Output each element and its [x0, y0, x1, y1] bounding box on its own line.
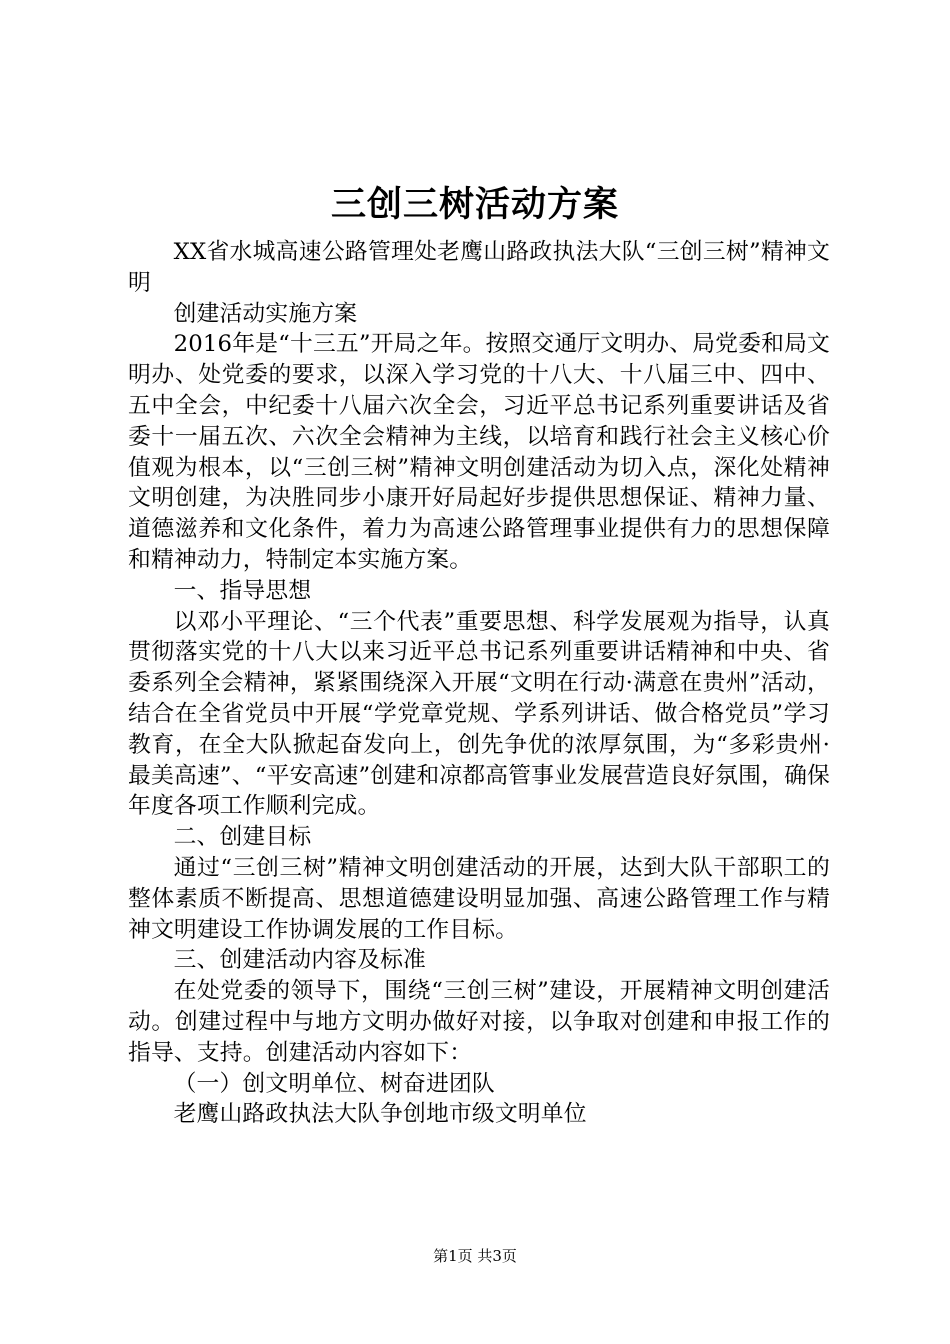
- body-paragraph-introduction: 2016年是“十三五”开局之年。按照交通厅文明办、局党委和局文明办、处党委的要求，以深入学习党的十八大、十八届三中、四中、五中全会，中纪委十八届六次全会，习近平总书记系列重要讲话及省委十一届五次、六次全会精神为主线，以培育和践行社会主义核心价值观为根本，以“三创三树”精神文明创建活动为切入点，深化处精神文明创建，为决胜同步小康开好局起好步提供思想保证、精神力量、道德滋养和文化条件，着力为高速公路管理事业提供有力的思想保障和精神动力，特制定本实施方案。: [128, 331, 830, 573]
- subsection-heading-civilized-unit: （一）创文明单位、树奋进团队: [173, 1070, 495, 1097]
- section-heading-goals: 二、创建目标: [173, 824, 312, 851]
- body-paragraph-content-standards: 在处党委的领导下，围绕“三创三树”建设，开展精神文明创建活动。创建过程中与地方文明办做好对接，以争取对创建和申报工作的指导、支持。创建活动内容如下：: [128, 978, 830, 1066]
- document-body: [128, 237, 830, 1130]
- body-paragraph-goals: 通过“三创三树”精神文明创建活动的开展，达到大队干部职工的整体素质不断提高、思想道德建设明显加强、高速公路管理工作与精神文明建设工作协调发展的工作目标。: [128, 854, 830, 943]
- body-paragraph-guiding-thought: 以邓小平理论、“三个代表”重要思想、科学发展观为指导，认真贯彻落实党的十八大以来习近平总书记系列重要讲话精神和中央、省委系列全会精神，紧紧围绕深入开展“文明在行动·满意在贵州”活动，结合在全省党员中开展“学党章党规、学系列讲话、做合格党员”学习教育，在全大队掀起奋发向上，创先争优的浓厚氛围，为“多彩贵州·最美高速”、“平安高速”创建和凉都高管事业发展营造良好氛围，确保年度各项工作顺利完成。: [128, 608, 830, 820]
- body-paragraph-heading-line: XX省水城高速公路管理处老鹰山路政执法大队“三创三树”精神文明: [128, 239, 830, 296]
- document-title: 三创三树活动方案: [330, 184, 619, 225]
- body-paragraph-plan-title: 创建活动实施方案: [173, 300, 358, 327]
- body-paragraph-civilized-unit: 老鹰山路政执法大队争创地市级文明单位: [173, 1101, 587, 1128]
- section-heading-guiding-thought: 一、指导思想: [173, 577, 312, 604]
- page-footer: 第1页 共3页: [433, 1247, 517, 1265]
- section-heading-content-standards: 三、创建活动内容及标准: [173, 947, 427, 974]
